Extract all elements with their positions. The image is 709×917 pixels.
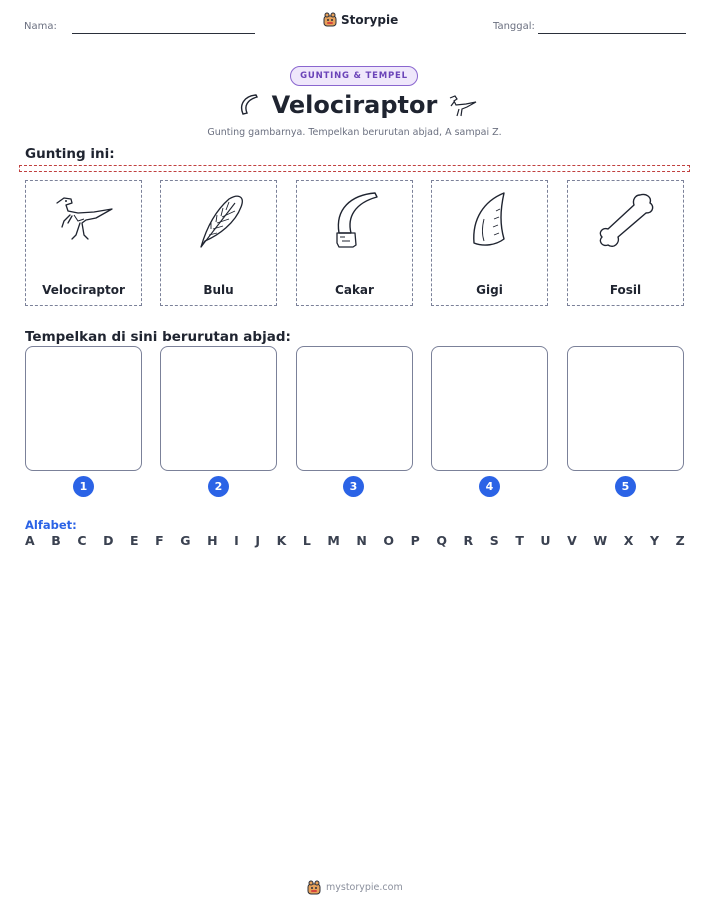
alphabet-letter: P <box>410 533 420 548</box>
brand-name: Storypie <box>341 12 399 27</box>
order-number-badge: 5 <box>615 476 636 497</box>
cut-card-bulu[interactable] <box>160 180 277 306</box>
alphabet-letter: C <box>77 533 87 548</box>
feather-icon <box>189 189 249 251</box>
cut-card-label: Gigi <box>476 283 503 297</box>
cut-card-label: Fosil <box>609 283 642 297</box>
order-number-badge: 2 <box>208 476 229 497</box>
alphabet-letter: N <box>356 533 367 548</box>
brand-logo <box>323 12 398 27</box>
alphabet-letter: X <box>623 533 634 548</box>
footer-url: mystorypie.com <box>326 882 403 893</box>
paste-box-3[interactable] <box>296 346 413 471</box>
alphabet-letter: S <box>489 533 499 548</box>
alphabet-letter: J <box>255 533 260 548</box>
name-label: Nama: <box>24 21 57 32</box>
alphabet-letter: W <box>593 533 608 548</box>
cut-section-heading: Gunting ini: <box>25 146 115 162</box>
instructions: Gunting gambarnya. Tempelkan berurutan abjad, A sampai Z. <box>207 127 502 138</box>
page-title: Velociraptor <box>271 91 438 119</box>
cut-card-fosil[interactable] <box>567 180 684 306</box>
paste-box-4[interactable] <box>431 346 548 471</box>
cut-card-velociraptor[interactable] <box>25 180 142 306</box>
alphabet-letter: V <box>567 533 577 548</box>
paste-box-5[interactable] <box>567 346 684 471</box>
alphabet-letter: A <box>25 533 35 548</box>
cut-card-label: Bulu <box>203 283 234 297</box>
velociraptor-icon <box>444 92 478 118</box>
cut-card-label: Velociraptor <box>42 283 125 297</box>
storypie-mascot-icon <box>307 880 321 895</box>
velociraptor-icon <box>54 189 114 251</box>
claw-icon <box>325 189 385 251</box>
order-number-badge: 3 <box>343 476 364 497</box>
alphabet-letter: I <box>234 533 239 548</box>
cut-line <box>19 165 690 172</box>
cut-card-gigi[interactable] <box>431 180 548 306</box>
alphabet-letter: L <box>302 533 311 548</box>
order-number-badge: 1 <box>73 476 94 497</box>
order-number-badge: 4 <box>479 476 500 497</box>
alphabet-letter: U <box>540 533 551 548</box>
bone-icon <box>596 189 656 251</box>
alphabet-letter: Y <box>649 533 659 548</box>
paste-box-1[interactable] <box>25 346 142 471</box>
cut-card-label: Cakar <box>335 283 374 297</box>
alphabet-letter: R <box>463 533 474 548</box>
alphabet-row <box>25 533 685 548</box>
activity-badge: GUNTING & TEMPEL <box>290 66 418 86</box>
alphabet-letter: Z <box>675 533 685 548</box>
alphabet-letter: K <box>276 533 287 548</box>
alphabet-letter: M <box>327 533 340 548</box>
alphabet-letter: T <box>515 533 524 548</box>
alphabet-letter: E <box>130 533 139 548</box>
paste-box-2[interactable] <box>160 346 277 471</box>
alphabet-letter: D <box>103 533 114 548</box>
paste-section-heading: Tempelkan di sini berurutan abjad: <box>25 329 291 345</box>
alphabet-letter: F <box>155 533 164 548</box>
alphabet-letter: G <box>180 533 191 548</box>
alphabet-letter: O <box>383 533 395 548</box>
storypie-mascot-icon <box>323 12 337 27</box>
alphabet-heading: Alfabet: <box>25 518 77 532</box>
alphabet-letter: H <box>207 533 218 548</box>
footer <box>307 880 403 895</box>
cut-card-cakar[interactable] <box>296 180 413 306</box>
date-label: Tanggal: <box>493 21 535 32</box>
alphabet-letter: B <box>51 533 61 548</box>
tooth-icon <box>460 189 520 251</box>
date-field-line[interactable] <box>538 33 686 34</box>
name-field-line[interactable] <box>72 33 255 34</box>
alphabet-letter: Q <box>436 533 447 548</box>
